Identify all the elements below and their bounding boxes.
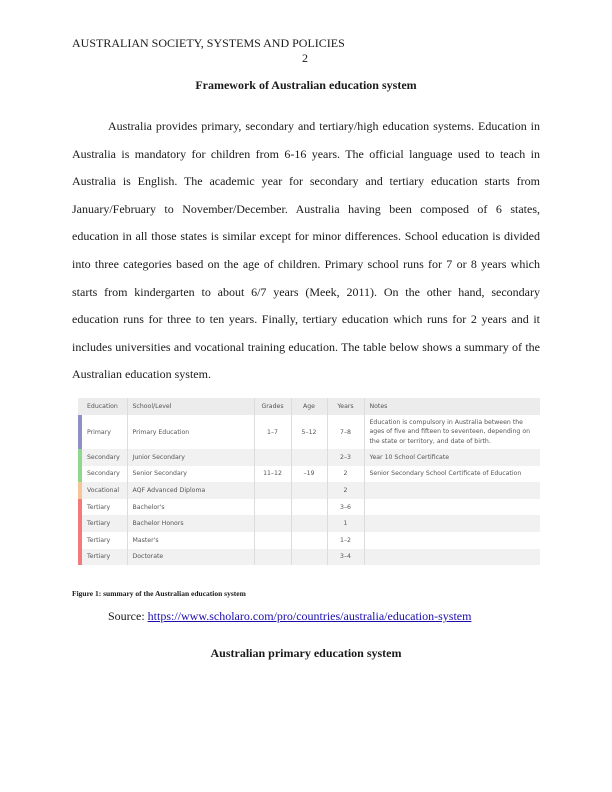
- cell-notes: Year 10 School Certificate: [364, 449, 540, 466]
- cell-education: Primary: [82, 415, 127, 449]
- header-notes: Notes: [364, 398, 540, 415]
- cell-age: 5–12: [291, 415, 327, 449]
- source-label: Source:: [108, 609, 148, 623]
- cell-education: Tertiary: [82, 532, 127, 549]
- cell-grades: [254, 532, 291, 549]
- cell-age: [291, 499, 327, 516]
- header-age: Age: [291, 398, 327, 415]
- cell-grades: [254, 499, 291, 516]
- cell-years: 2–3: [327, 449, 364, 466]
- table-row: [78, 482, 540, 499]
- table-row: [78, 532, 540, 549]
- cell-years: 7–8: [327, 415, 364, 449]
- cell-level: Bachelor Honors: [127, 515, 254, 532]
- cell-grades: 1–7: [254, 415, 291, 449]
- cell-grades: [254, 482, 291, 499]
- table-row: [78, 449, 540, 466]
- cell-age: [291, 532, 327, 549]
- cell-level: Junior Secondary: [127, 449, 254, 466]
- table-row: [78, 415, 540, 449]
- cell-age: –19: [291, 466, 327, 483]
- cell-years: 3–6: [327, 499, 364, 516]
- body-paragraph: Australia provides primary, secondary and tertiary/high education systems. Education in Australia is mandatory for children from 6-16 years. The official language used to teach in Australia is English. The academic year for secondary and tertiary education starts from January/February to November/December. Australia having been composed of 6 states, education in all those states is similar except for minor differences. School education is divided into three categories based on the age of children. Primary school runs for 7 or 8 years which starts from kindergarten to about 6/7 years (Meek, 2011). On the other hand, secondary education runs for three to ten years. Finally, tertiary education which runs for 2 years and it includes universities and vocational training education. The table below shows a summary of the Australian education system.: [72, 119, 540, 382]
- cell-education: Tertiary: [82, 549, 127, 566]
- cell-grades: 11–12: [254, 466, 291, 483]
- cell-notes: [364, 532, 540, 549]
- cell-level: Senior Secondary: [127, 466, 254, 483]
- cell-education: Secondary: [82, 466, 127, 483]
- cell-level: Master's: [127, 532, 254, 549]
- figure-caption: Figure 1: summary of the Australian education system: [72, 589, 246, 598]
- table-row: [78, 499, 540, 516]
- figure-source: [108, 609, 471, 624]
- cell-age: [291, 449, 327, 466]
- header-years: Years: [327, 398, 364, 415]
- cell-grades: [254, 515, 291, 532]
- running-header: AUSTRALIAN SOCIETY, SYSTEMS AND POLICIES: [72, 36, 345, 50]
- cell-education: Secondary: [82, 449, 127, 466]
- cell-education: Tertiary: [82, 499, 127, 516]
- cell-grades: [254, 449, 291, 466]
- table-header-row: [78, 398, 540, 415]
- cell-age: [291, 549, 327, 566]
- cell-years: 3–4: [327, 549, 364, 566]
- cell-notes: [364, 515, 540, 532]
- header-education: Education: [82, 398, 127, 415]
- cell-level: Bachelor's: [127, 499, 254, 516]
- education-summary-table: [78, 398, 540, 565]
- table-row: [78, 549, 540, 566]
- table-row: [78, 515, 540, 532]
- cell-notes: [364, 549, 540, 566]
- cell-notes: [364, 482, 540, 499]
- section-heading-primary: Australian primary education system: [210, 646, 402, 660]
- cell-level: Primary Education: [127, 415, 254, 449]
- cell-years: 2: [327, 466, 364, 483]
- cell-years: 1: [327, 515, 364, 532]
- cell-notes: Education is compulsory in Australia between the ages of five and fifteen to seventeen, depending on the state or territory, and date of birth.: [364, 415, 540, 449]
- source-link[interactable]: https://www.scholaro.com/pro/countries/australia/education-system: [147, 609, 472, 623]
- cell-age: [291, 482, 327, 499]
- cell-years: 2: [327, 482, 364, 499]
- header-grades: Grades: [254, 398, 291, 415]
- table-row: [78, 466, 540, 483]
- cell-education: Tertiary: [82, 515, 127, 532]
- header-school-level: School/Level: [127, 398, 254, 415]
- cell-grades: [254, 549, 291, 566]
- section-heading-framework: Framework of Australian education system: [195, 78, 417, 92]
- cell-education: Vocational: [82, 482, 127, 499]
- cell-level: AQF Advanced Diploma: [127, 482, 254, 499]
- cell-notes: [364, 499, 540, 516]
- cell-level: Doctorate: [127, 549, 254, 566]
- cell-age: [291, 515, 327, 532]
- cell-years: 1–2: [327, 532, 364, 549]
- page-number: 2: [302, 51, 308, 65]
- cell-notes: Senior Secondary School Certificate of Education: [364, 466, 540, 483]
